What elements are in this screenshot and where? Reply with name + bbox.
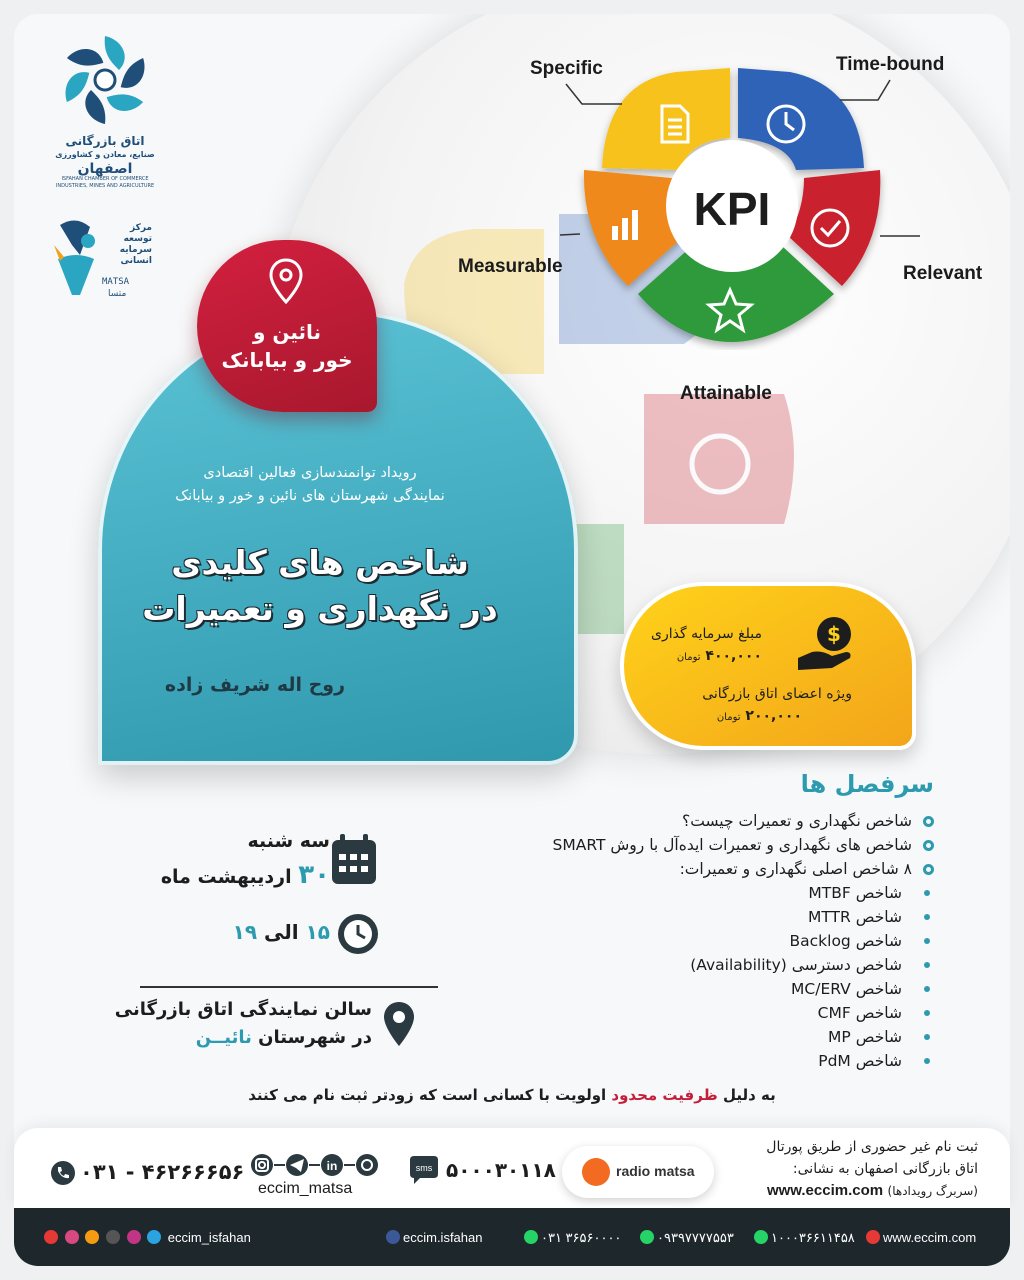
chamber-city-fa: اصفهان (77, 161, 133, 177)
whatsapp-icon (640, 1230, 654, 1244)
price-label-members: ویژه اعضای اتاق بازرگانی (702, 686, 852, 702)
price-card (620, 582, 916, 750)
venue-pin-icon (382, 1000, 416, 1048)
aparat-icon[interactable] (65, 1230, 79, 1244)
linkedin-icon[interactable] (321, 1154, 343, 1176)
location-badge (197, 240, 377, 412)
chamber-name-fa: اتاق بازرگانی (65, 134, 145, 148)
chamber-subtitle-fa: صنایع، معادن و کشاورزی (55, 150, 155, 159)
bottom-facebook[interactable]: eccim.isfahan (386, 1230, 482, 1245)
kpi-label-specific: Specific (530, 58, 603, 79)
money-hand-icon (794, 614, 860, 676)
event-title-line2: در نگهداری و تعمیرات (142, 589, 498, 628)
headline-item: شاخص های نگهداری و تعمیرات ایده‌آل با روش SMART (492, 833, 912, 857)
location-badge-line2: خور و بیابانک (221, 348, 353, 372)
notice-highlight: ظرفیت محدود (611, 1086, 718, 1104)
matsa-logo (50, 215, 160, 305)
headline-item: شاخص نگهداری و تعمیرات چیست؟ (492, 809, 912, 833)
phone-icon (50, 1160, 76, 1186)
social-icons (250, 1152, 380, 1178)
globe-icon (866, 1230, 880, 1244)
headline-sub-item: شاخص PdM (492, 1049, 912, 1073)
price-value-investment (677, 648, 762, 664)
social-icons-row (250, 1152, 380, 1182)
time-from: ۱۵ (305, 920, 330, 944)
price-value-1: ۴۰۰,۰۰۰ (705, 648, 762, 664)
event-subtitle (110, 462, 510, 508)
sms-icon (408, 1156, 440, 1186)
price-value-2: ۲۰۰,۰۰۰ (745, 708, 802, 724)
headline-item: ۸ شاخص اصلی نگهداری و تعمیرات: (492, 857, 912, 881)
registration-url-link[interactable]: www.eccim.com (766, 1182, 884, 1199)
price-value-members (717, 708, 802, 724)
chamber-name-en-2: INDUSTRIES, MINES AND AGRICULTURE (55, 183, 155, 189)
matsa-name-fa: مرکز توسعه سرمایه انسانی (119, 223, 152, 266)
event-date (161, 860, 330, 890)
headline-sub-item: شاخص Backlog (492, 929, 912, 953)
podcast-icon (582, 1158, 610, 1186)
clock-time-icon (336, 912, 380, 956)
time-to: ۱۹ (232, 920, 258, 944)
event-title (110, 540, 530, 632)
time-separator: الی (264, 920, 299, 944)
bullet-dot-icon (924, 1034, 930, 1040)
bullet-dot-icon (924, 986, 930, 992)
notice-suffix: اولویت با کسانی است که زودتر ثبت نام می کنند (248, 1086, 607, 1104)
venue-line1: سالن نمایندگی اتاق بازرگانی (114, 999, 372, 1020)
instagram-icon[interactable] (251, 1154, 273, 1176)
telegram-small-icon[interactable] (147, 1230, 161, 1244)
price-unit-2: تومان (716, 712, 741, 723)
kpi-label-attainable: Attainable (680, 383, 772, 404)
bottom-sms[interactable]: ۱۰۰۰۳۶۶۱۱۴۵۸ (754, 1230, 855, 1246)
kpi-callout-lines (560, 76, 920, 276)
svg-text:$: $ (827, 622, 841, 646)
radio-matsa-button[interactable] (562, 1146, 714, 1198)
venue-prefix: در شهرستان (258, 1027, 372, 1048)
registration-url-row (718, 1180, 978, 1202)
eitaa-icon[interactable] (356, 1154, 378, 1176)
calendar-icon (330, 832, 378, 888)
event-date-number: ۳۰ (298, 860, 330, 890)
bullet-ring-icon (923, 816, 934, 827)
event-date-month: اردیبهشت ماه (160, 866, 292, 888)
kpi-label-measurable: Measurable (458, 256, 563, 277)
headlines-list (492, 809, 912, 1073)
eitaa-small-icon[interactable] (85, 1230, 99, 1244)
event-title-line1: شاخص های کلیدی (171, 543, 469, 582)
venue-city: نائیــن (195, 1027, 252, 1048)
bottom-website[interactable]: www.eccim.com (866, 1230, 976, 1245)
speaker-name: روح اله شریف زاده (164, 674, 346, 696)
svg-text:sms: sms (415, 1163, 433, 1173)
bullet-dot-icon (924, 1058, 930, 1064)
map-pin-icon (269, 258, 303, 304)
event-day: سه شنبه (247, 830, 330, 852)
headline-sub-item: شاخص MC/ERV (492, 977, 912, 1001)
youtube-icon[interactable] (44, 1230, 58, 1244)
headline-sub-item: شاخص MTTR (492, 905, 912, 929)
bullet-ring-icon (923, 864, 934, 875)
kpi-label-time-bound: Time-bound (836, 54, 945, 75)
bullet-dot-icon (924, 914, 930, 920)
instagram-small-icon[interactable] (127, 1230, 141, 1244)
svg-text:in: in (326, 1159, 338, 1173)
headline-sub-item: شاخص CMF (492, 1001, 912, 1025)
event-subtitle-line2: نمایندگی شهرستان های نائین و خور و بیابانک (175, 488, 445, 504)
registration-line2: اتاق بازرگانی اصفهان به نشانی: (792, 1161, 978, 1177)
schedule-divider (140, 986, 438, 988)
telegram-icon[interactable] (286, 1154, 308, 1176)
chamber-logo (40, 30, 170, 190)
x-twitter-icon[interactable] (106, 1230, 120, 1244)
sms-small-icon (754, 1230, 768, 1244)
matsa-emblem-icon (50, 215, 102, 297)
location-badge-line1: نائین و (252, 320, 322, 344)
bullet-dot-icon (924, 938, 930, 944)
bullet-dot-icon (924, 962, 930, 968)
headline-sub-item: شاخص MTBF (492, 881, 912, 905)
bottom-handle: eccim_isfahan (167, 1230, 251, 1245)
bottom-social-icons (44, 1230, 251, 1245)
sms-number: ۵۰۰۰۳۰۱۱۸ (446, 1158, 556, 1182)
headline-sub-item: شاخص دسترسی (Availability) (492, 953, 912, 977)
bullet-dot-icon (924, 890, 930, 896)
kpi-center-label: KPI (693, 183, 771, 235)
price-label-investment: مبلغ سرمایه گذاری (651, 626, 762, 642)
matsa-abbr-fa: متسا (108, 289, 127, 299)
capacity-notice (200, 1086, 824, 1104)
chamber-emblem-icon (55, 30, 155, 130)
price-unit-1: تومان (676, 652, 701, 663)
kpi-label-relevant: Relevant (903, 263, 983, 284)
bottom-phone[interactable]: ۰۳۱ ۳۶۵۶۰۰۰۰ (524, 1230, 621, 1246)
notice-prefix: به دلیل (722, 1086, 776, 1104)
phone-small-icon (524, 1230, 538, 1244)
facebook-icon (386, 1230, 400, 1244)
chamber-name-en-1: ISFAHAN CHAMBER OF COMMERCE (61, 176, 149, 182)
bullet-ring-icon (923, 840, 934, 851)
bottom-whatsapp[interactable]: ۰۹۳۹۷۷۷۷۵۵۳ (640, 1230, 734, 1246)
registration-info (718, 1136, 978, 1202)
event-time (233, 920, 330, 944)
bullet-dot-icon (924, 1010, 930, 1016)
headline-sub-item: شاخص MP (492, 1025, 912, 1049)
venue-line2 (115, 1024, 372, 1052)
radio-matsa-label: radio matsa (616, 1163, 695, 1179)
event-subtitle-line1: رویداد توانمندسازی فعالین اقتصادی (203, 465, 417, 481)
event-venue (115, 996, 372, 1052)
registration-line1: ثبت نام غیر حضوری از طریق پورتال (766, 1139, 978, 1155)
social-handle: eccim_matsa (258, 1180, 353, 1197)
headlines-title: سرفصل ها (800, 770, 934, 798)
registration-note: (سربرگ رویدادها) (887, 1184, 978, 1198)
matsa-name-en: MATSA (102, 277, 130, 287)
contact-phone: ۰۳۱ - ۴۶۲۶۶۶۵۶ (80, 1160, 245, 1184)
